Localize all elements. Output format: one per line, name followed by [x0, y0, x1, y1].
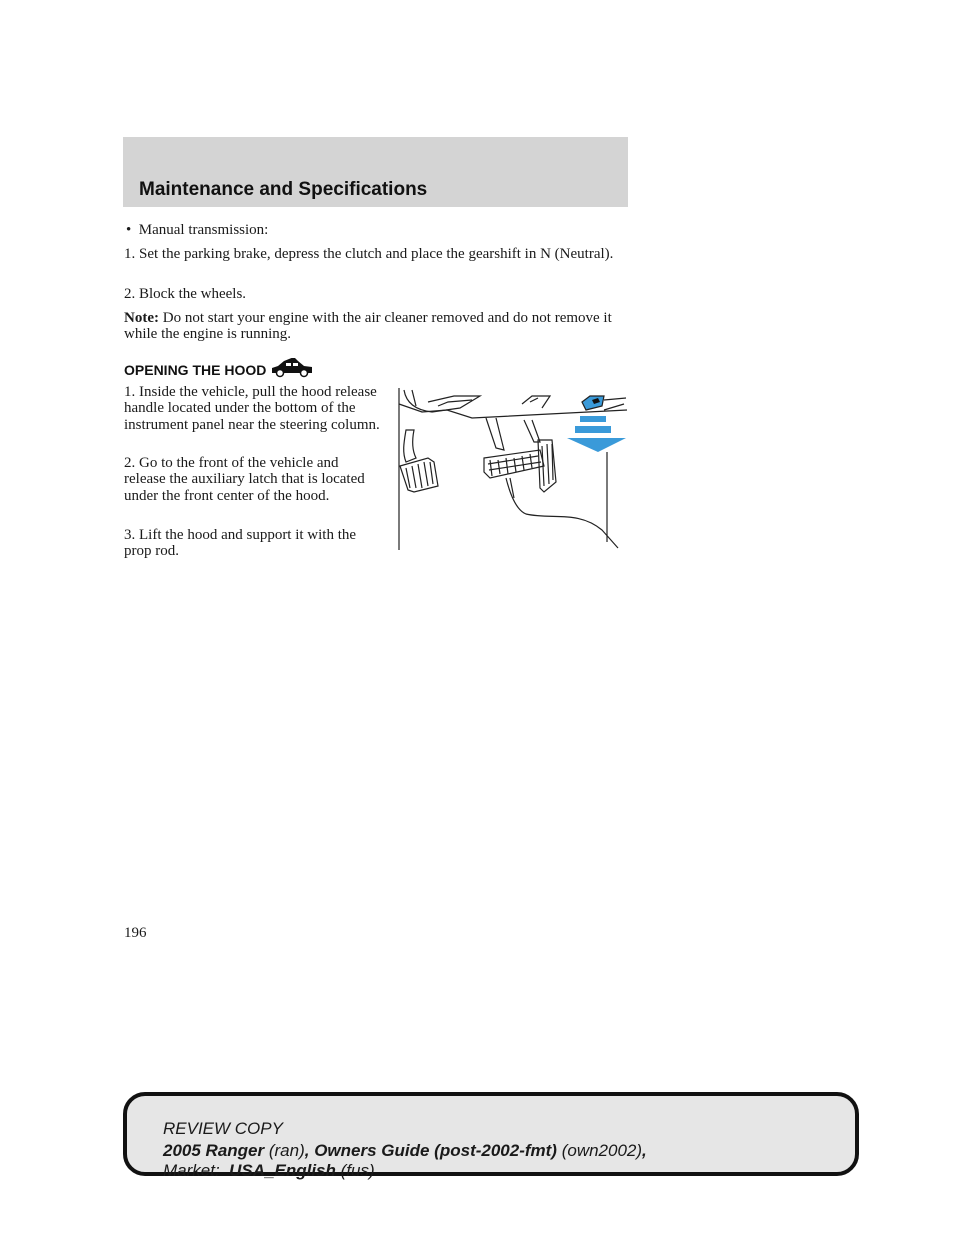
section-heading — [124, 358, 314, 381]
step-2-text: 2. Block the wheels. — [124, 286, 247, 302]
bullet-item — [126, 222, 626, 238]
review-market: USA_English — [229, 1161, 336, 1180]
review-market-code: (fus) — [340, 1161, 375, 1180]
hood-release-handle-illustration — [392, 382, 632, 559]
note-label: Note: — [124, 310, 159, 326]
review-model-code: (ran) — [268, 1141, 305, 1160]
review-guide-code: (own2002) — [561, 1141, 643, 1160]
review-market-label: Market: — [163, 1161, 220, 1180]
review-model: 2005 Ranger — [163, 1141, 265, 1160]
car-hood-open-icon — [270, 358, 314, 381]
review-copy-box — [123, 1092, 859, 1180]
note-paragraph — [124, 310, 624, 342]
page-number: 196 — [124, 925, 147, 941]
review-comma: , — [642, 1141, 647, 1160]
bullet-glyph: • — [126, 222, 132, 238]
section-heading-text: OPENING THE HOOD — [124, 361, 267, 378]
review-guide-line — [163, 1142, 647, 1160]
bullet-text: Manual transmission: — [138, 222, 269, 238]
page-title: Maintenance and Specifications — [139, 179, 428, 200]
review-market-line — [163, 1162, 375, 1180]
hood-step-3: 3. Lift the hood and support it with the prop rod. — [124, 527, 357, 560]
note-text: Do not start your engine with the air cleaner removed and do not remove it while the engine is running. — [124, 310, 612, 342]
section-header-band — [123, 137, 628, 207]
hood-step-1: 1. Inside the vehicle, pull the hood release handle located under the bottom of the instrument panel near the steering column. — [124, 384, 380, 433]
review-guide: , Owners Guide (post-2002-fmt) — [304, 1141, 557, 1160]
review-copy-label: REVIEW COPY — [163, 1119, 283, 1138]
step-1-text: 1. Set the parking brake, depress the clutch and place the gearshift in N (Neutral). — [124, 246, 614, 262]
hood-step-2: 2. Go to the front of the vehicle and release the auxiliary latch that is located under the front center of the hood. — [124, 455, 365, 504]
